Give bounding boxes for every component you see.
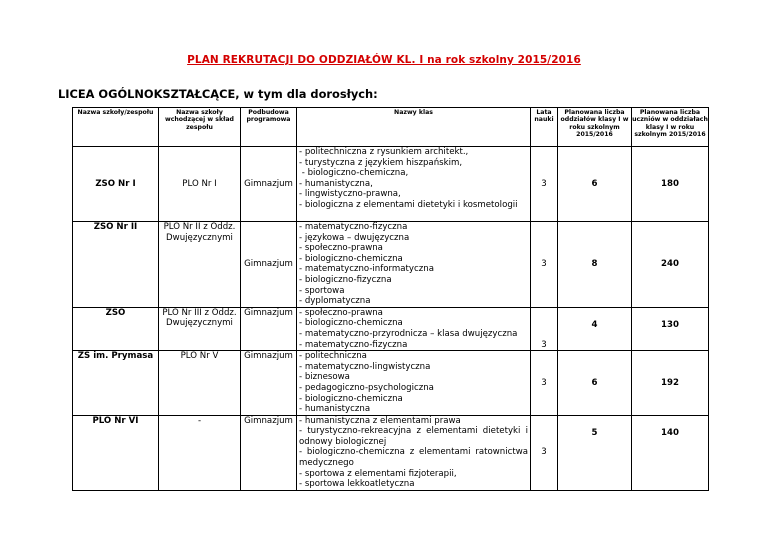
years-cell: 3 <box>531 351 558 416</box>
planned-students-cell: 140 <box>632 415 709 490</box>
school-name-cell: ZS im. Prymasa <box>73 351 159 416</box>
years-cell: 3 <box>531 147 558 222</box>
class-item: - biologiczno-chemiczna <box>299 318 403 329</box>
class-item: - matematyczno-fizyczna <box>299 222 408 232</box>
class-names-cell <box>297 307 531 350</box>
class-item: - turystyczno-rekreacyjna z elementami dietetyki i odnowy biologicznej <box>299 426 528 447</box>
years-cell: 3 <box>531 415 558 490</box>
planned-classes-cell: 4 <box>558 307 632 350</box>
table-header-row <box>73 108 709 147</box>
class-item: - humanistyczna <box>299 404 371 415</box>
header-planned-students: Planowana liczba uczniów w oddziałach klasy I w roku szkolnym 2015/2016 <box>632 108 709 147</box>
class-item: - społeczno-prawna <box>299 243 383 254</box>
class-item: - matematyczno-lingwistyczna <box>299 361 431 372</box>
table-row <box>73 307 709 350</box>
program-base-cell: Gimnazjum <box>241 415 297 490</box>
class-item: - społeczno-prawna <box>299 307 383 318</box>
table-row <box>73 351 709 416</box>
header-planned-classes: Planowana liczba oddziałów klasy I w roku szkolnym 2015/2016 <box>558 108 632 147</box>
class-item: - biologiczno-chemiczna, <box>299 168 409 179</box>
program-base-cell: Gimnazjum <box>241 147 297 222</box>
table-row <box>73 222 709 308</box>
class-item: - politechniczna <box>299 351 367 362</box>
class-item: - biologiczno-chemiczna <box>299 393 403 404</box>
class-item: - politechniczna z rysunkiem architekt., <box>299 147 469 157</box>
header-included-school: Nazwa szkoły wchodzącej w skład zespołu <box>159 108 241 147</box>
recruitment-table <box>72 107 709 491</box>
program-base-cell: Gimnazjum <box>241 307 297 350</box>
planned-students-cell: 180 <box>632 147 709 222</box>
school-name-cell: ZSO Nr II <box>73 222 159 308</box>
years-cell: 3 <box>531 222 558 308</box>
class-item: - lingwistyczno-prawna, <box>299 189 401 200</box>
table-row <box>73 147 709 222</box>
class-names-cell <box>297 222 531 308</box>
included-school-cell: - <box>159 415 241 490</box>
school-name-cell: ZSO Nr I <box>73 147 159 222</box>
class-item: - biznesowa <box>299 372 350 383</box>
class-names-cell <box>297 415 531 490</box>
planned-classes-cell: 6 <box>558 351 632 416</box>
class-names-cell <box>297 351 531 416</box>
header-program-base: Podbudowa programowa <box>241 108 297 147</box>
class-item: - turystyczna z językiem hiszpańskim, <box>299 157 463 168</box>
class-item: - pedagogiczno-psychologiczna <box>299 382 434 393</box>
planned-classes-cell: 6 <box>558 147 632 222</box>
planned-classes-cell: 5 <box>558 415 632 490</box>
class-item: - biologiczna z elementami dietetyki i kosmetologii <box>299 199 518 210</box>
class-item: - biologiczno-chemiczna z elementami ratownictwa medycznego <box>299 447 528 469</box>
class-item: - dyplomatyczna <box>299 296 371 307</box>
class-item: - sportowa z elementami fizjoterapii, <box>299 468 457 479</box>
class-item: - matematyczno-przyrodnicza – klasa dwujęzyczna <box>299 328 518 339</box>
class-item: - matematyczno-informatyczna <box>299 264 434 275</box>
class-item: - matematyczno-fizyczna <box>299 339 408 350</box>
class-item: - sportowa <box>299 285 345 296</box>
table-row <box>73 415 709 490</box>
years-cell: 3 <box>531 307 558 350</box>
class-item: - humanistyczna z elementami prawa <box>299 415 461 426</box>
program-base-cell: Gimnazjum <box>241 222 297 308</box>
class-item: - biologiczno-fizyczna <box>299 274 392 285</box>
class-names-cell <box>297 147 531 222</box>
planned-students-cell: 130 <box>632 307 709 350</box>
class-item: - językowa – dwujęzyczna <box>299 232 410 243</box>
program-base-cell: Gimnazjum <box>241 351 297 416</box>
school-name-cell: ZSO <box>73 307 159 350</box>
header-years: Lata nauki <box>531 108 558 147</box>
included-school-cell: PLO Nr III z Oddz. Dwujęzycznymi <box>159 307 241 350</box>
school-name-cell: PLO Nr VI <box>73 415 159 490</box>
class-item: - humanistyczna, <box>299 178 373 189</box>
header-class-names: Nazwy klas <box>297 108 531 147</box>
document-title: PLAN REKRUTACJI DO ODDZIAŁÓW KL. I na rok szkolny 2015/2016 <box>187 54 581 66</box>
class-item: - sportowa lekkoatletyczna <box>299 479 415 490</box>
planned-students-cell: 192 <box>632 351 709 416</box>
header-school-name: Nazwa szkoły/zespołu <box>73 108 159 147</box>
class-item: - biologiczno-chemiczna <box>299 253 403 264</box>
section-heading: LICEA OGÓLNOKSZTAŁCĄCE, w tym dla dorosłych: <box>58 87 378 101</box>
planned-students-cell: 240 <box>632 222 709 308</box>
planned-classes-cell: 8 <box>558 222 632 308</box>
included-school-cell: PLO Nr II z Oddz. Dwujęzycznymi <box>159 222 241 308</box>
included-school-cell: PLO Nr V <box>159 351 241 416</box>
included-school-cell: PLO Nr I <box>159 147 241 222</box>
